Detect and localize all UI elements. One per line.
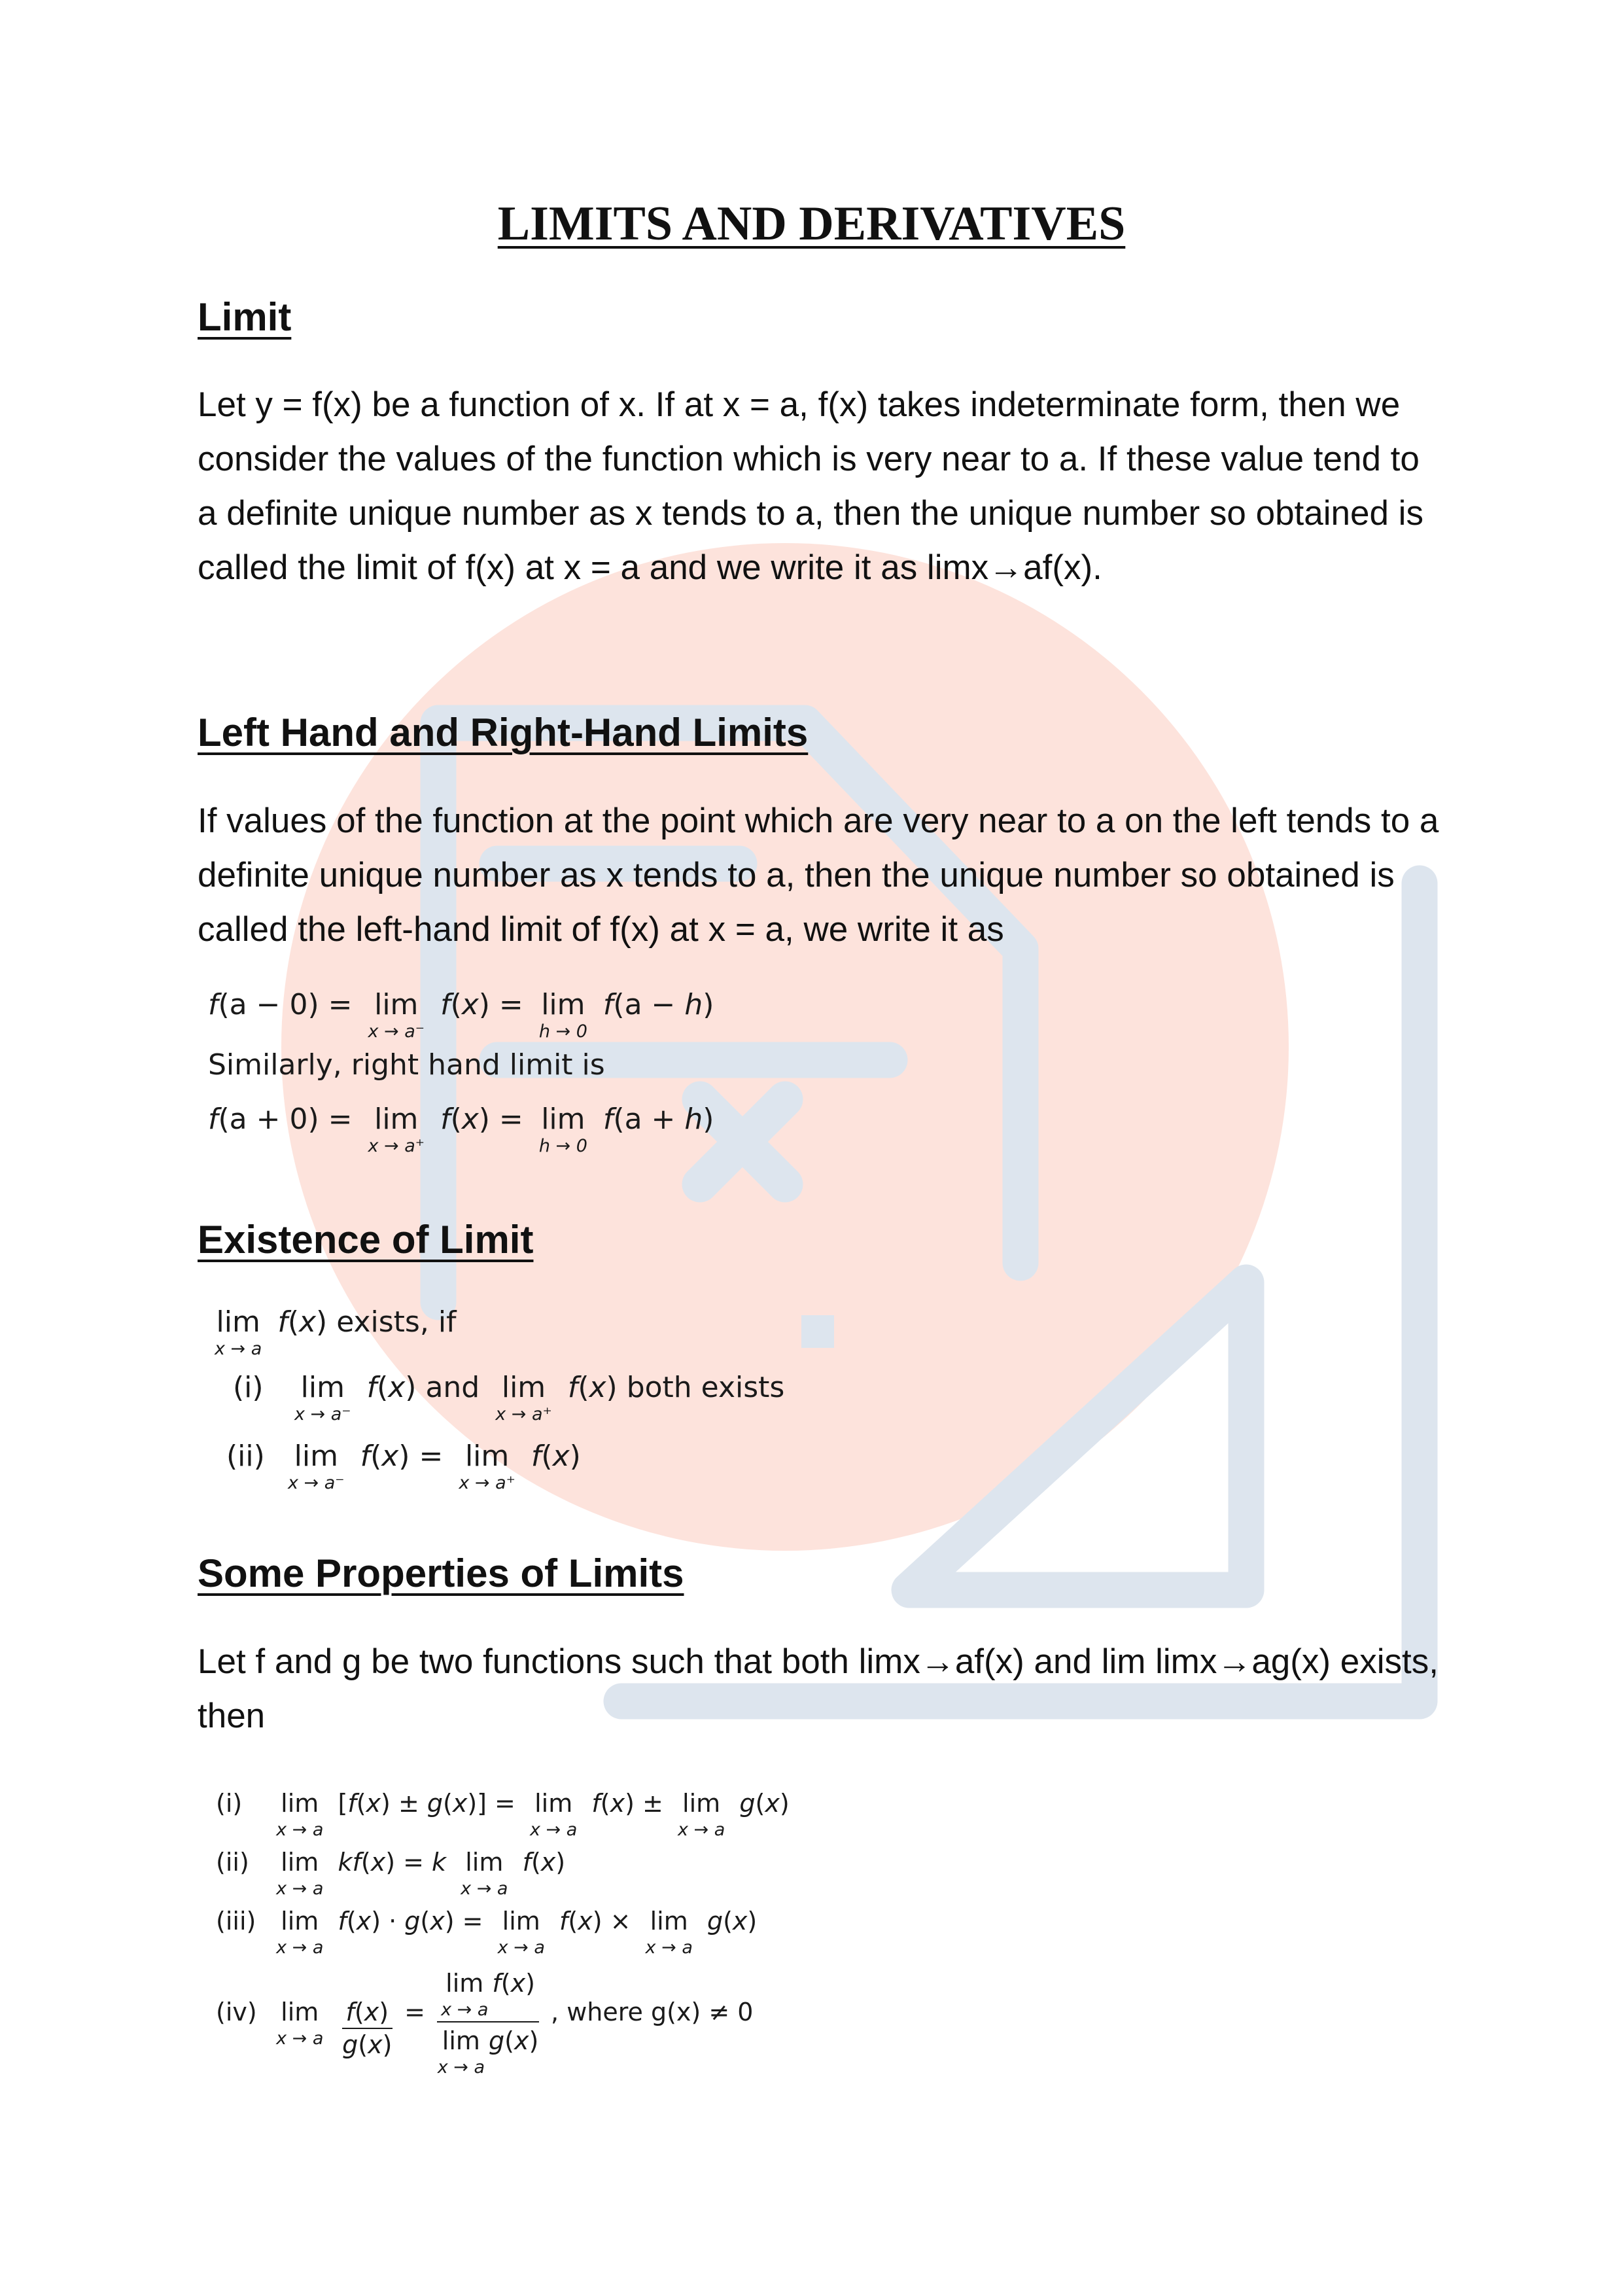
existence-statement: lim x → a f(x) exists, if [215, 1305, 457, 1359]
heading-properties-of-limits: Some Properties of Limits [198, 1551, 684, 1595]
left-right-limit-formulas [208, 988, 797, 1184]
page-title: LIMITS AND DERIVATIVES [497, 197, 1126, 251]
left-hand-limit-formula: f(a − 0) = lim x → a⁻ f(x) = lim h → 0 f(a − h) [208, 988, 714, 1042]
property-constant-multiple: (ii) lim x → a kf(x) = k lim x → a f(x) [216, 1848, 566, 1899]
existence-condition-i: (i) lim x → a⁻ f(x) and lim x → a⁺ f(x) both exists [233, 1371, 785, 1424]
existence-condition-ii: (ii) lim x → a⁻ f(x) = lim x → a⁺ f(x) [226, 1439, 581, 1493]
property-quotient: (iv) lim x → a $\frac{f(x)}{g(x)}$ = lim x → a f(x) lim x → a g(x) , where g(x) ≠ 0 [216, 1966, 753, 2077]
existence-conditions [215, 1305, 869, 1515]
heading-existence-of-limit: Existence of Limit [198, 1218, 534, 1262]
right-hand-limit-formula: f(a + 0) = lim x → a⁺ f(x) = lim h → 0 f(a + h) [208, 1103, 714, 1156]
heading-left-right-limits: Left Hand and Right-Hand Limits [198, 711, 809, 754]
similarly-text: Similarly, right hand limit is [208, 1048, 605, 1082]
limit-definition: Let y = f(x) be a function of x. If at x = a, f(x) takes indeterminate form, then we consider the values of the function which is very near to a. If these value tend to a definite unique number as x tends to a, then the unique number so obtained is called the limit of f(x) at x = a and we write it as limx→af(x). [198, 385, 1423, 587]
properties-intro-text: Let f and g be two functions such that both limx→af(x) and lim limx→ag(x) exists, then [198, 1642, 1439, 1735]
heading-limit: Limit [198, 295, 292, 339]
left-hand-limit-text: If values of the function at the point which are very near to a on the left tends to a definite unique number as x tends to a, then the unique number so obtained is called the left-hand limit of f(x) at x = a, we write it as [198, 802, 1439, 949]
limit-properties-list [216, 1786, 870, 2077]
property-sum-difference: (i) lim x → a [f(x) ± g(x)] = lim x → a f(x) ± lim x → a g(x) [216, 1789, 790, 1840]
property-product: (iii) lim x → a f(x) · g(x) = lim x → a f(x) × lim x → a g(x) [216, 1907, 758, 1958]
